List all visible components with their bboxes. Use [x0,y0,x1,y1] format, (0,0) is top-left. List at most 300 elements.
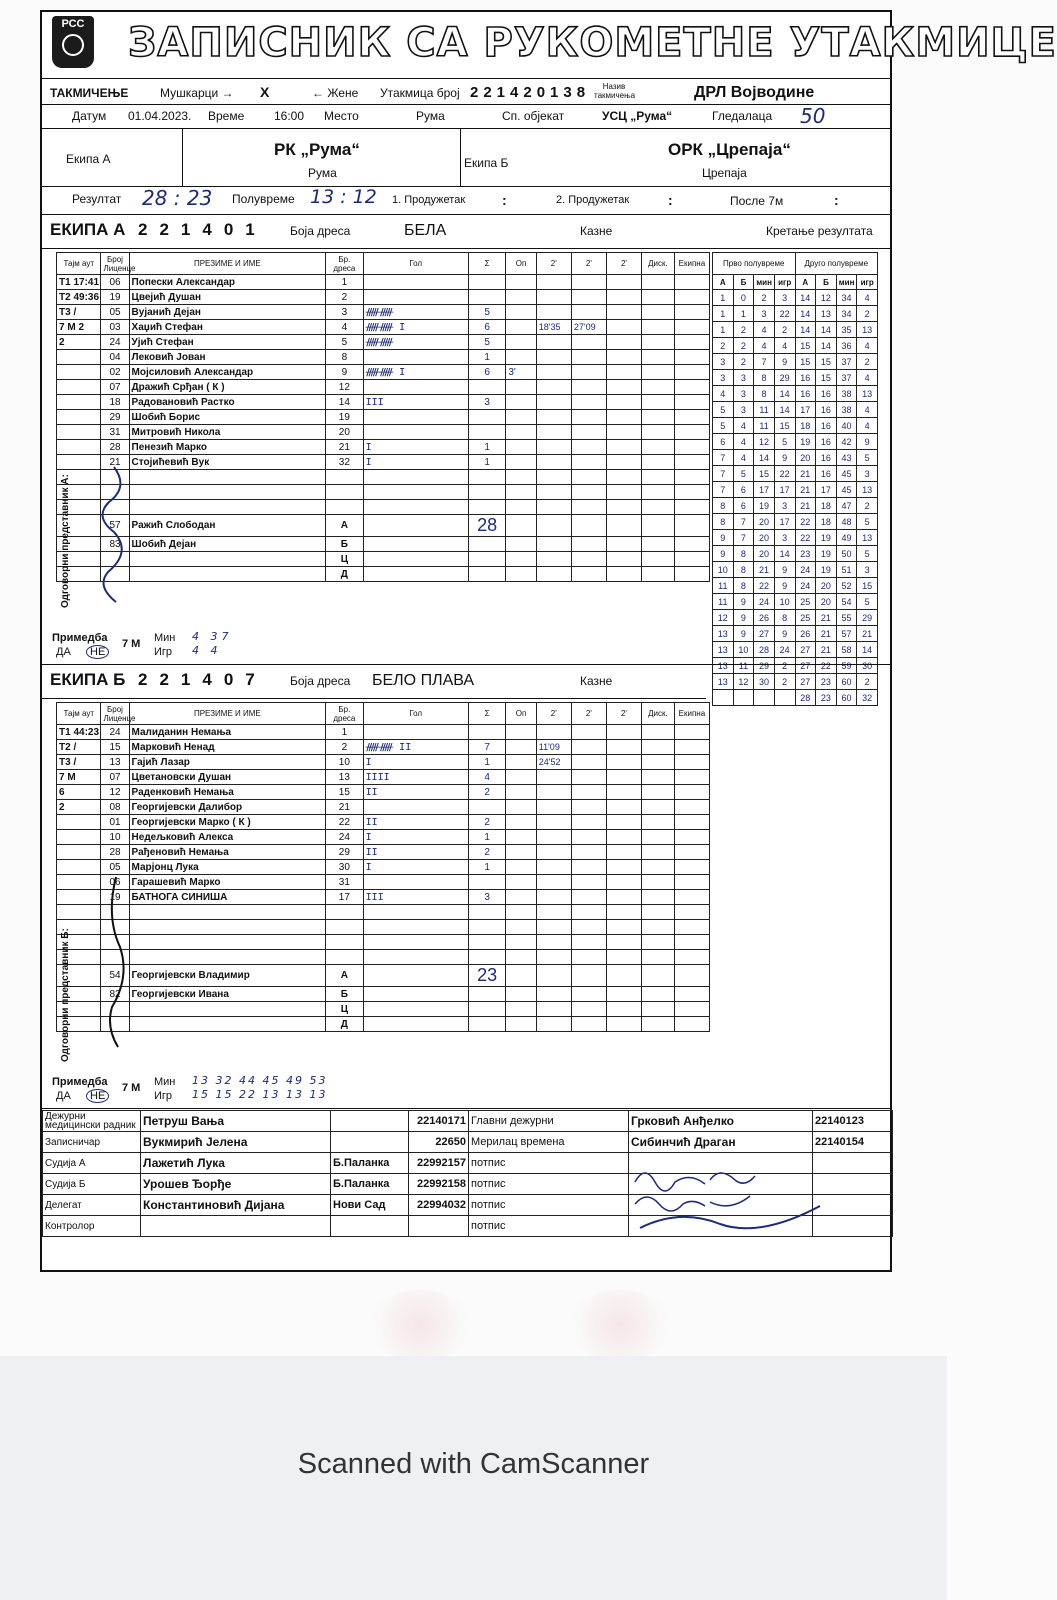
comp-name-label: Назив такмичења [594,82,636,100]
penalty-1 [536,950,571,965]
progress-cell: 50 [836,546,857,562]
penalty-1 [536,470,571,485]
staff-role-2: потпис [469,1195,629,1216]
progress-cell: 30 [754,674,775,690]
official-name [129,552,326,567]
disq-cell [642,380,675,395]
jersey-number: 17 [326,890,363,905]
match-no-label: Утакмица број [380,86,460,100]
goal-sum [468,275,505,290]
goal-sum [468,410,505,425]
penalty-3 [606,770,641,785]
goal-sum [468,800,505,815]
empty-cell [506,552,536,567]
empty-cell [571,987,606,1002]
progress-cell: 15 [816,370,837,386]
penalty-1 [536,305,571,320]
player-name: Рађеновић Немања [129,845,326,860]
penalty-3 [606,365,641,380]
penalty-2 [571,815,606,830]
progress-row [713,610,878,626]
official-row [57,1002,710,1017]
progress-cell: 38 [836,386,857,402]
col-sum: Σ [468,703,505,725]
penalty-1 [536,875,571,890]
disq-cell [642,500,675,515]
progress-cell: 59 [836,658,857,674]
jersey-number: 4 [326,320,363,335]
empty-cell [506,987,536,1002]
goal-tally [363,920,468,935]
penalty-3 [606,920,641,935]
timeout-cell: 2 [57,800,101,815]
official-row [57,515,710,537]
staff-license-2: 22140154 [813,1132,893,1153]
penalty-1 [536,410,571,425]
staff-name [141,1216,331,1237]
goal-tally [363,410,468,425]
timeout-cell [57,410,101,425]
penalty-3 [606,335,641,350]
progress-cell: 25 [795,594,816,610]
progress-cell: 15 [754,466,775,482]
timeout-cell: 2 [57,335,101,350]
license-cell: 28 [101,440,129,455]
warning-cell [506,440,536,455]
player-name [129,500,326,515]
penalty-3 [606,800,641,815]
penalty-3 [606,785,641,800]
signature-a [94,462,134,612]
progress-cell [774,690,795,706]
player-name: Попески Александар [129,275,326,290]
competition-name: ДРЛ Војводине [694,84,815,101]
progress-cell: 3 [857,562,878,578]
jersey-number: 2 [326,740,363,755]
staff-city [331,1132,409,1153]
penalty-3 [606,755,641,770]
staff-role: Судија А [43,1153,141,1174]
table-row [57,275,710,290]
progress-col-label: мин [836,275,857,290]
progress-row [713,306,878,322]
scan-smudge [360,1290,480,1360]
progress-cell: 14 [774,402,795,418]
progress-cell: 16 [795,386,816,402]
disq-cell [642,785,675,800]
license-cell: 12 [101,785,129,800]
player-name: Недељковић Алекса [129,830,326,845]
progress-cell: 13 [857,530,878,546]
table-row [57,725,710,740]
empty-cell [506,567,536,582]
penalty-3 [606,305,641,320]
team-pen-cell [674,740,709,755]
team-pen-cell [674,950,709,965]
place-label: Место [324,109,359,123]
penalty-3 [606,950,641,965]
divider [42,214,890,215]
staff-name: Константиновић Дијана [141,1195,331,1216]
progress-cell: 27 [754,626,775,642]
progress-cell: 10 [774,594,795,610]
goal-sum: 5 [468,305,505,320]
progress-cell: 3 [713,354,734,370]
goal-sum: 2 [468,785,505,800]
staff-name: Лажетић Лука [141,1153,331,1174]
warning-cell [506,860,536,875]
divider [182,128,183,186]
empty-cell [642,987,675,1002]
empty-cell [642,1002,675,1017]
penalty-2 [571,770,606,785]
goal-tally: I [363,860,468,875]
progress-cell: 21 [816,642,837,658]
empty-cell [571,567,606,582]
team-a-city: Рума [308,166,337,180]
progress-cell: 14 [754,450,775,466]
license-cell: 28 [101,845,129,860]
team-pen-cell [674,365,709,380]
penalty-1 [536,335,571,350]
staff-role: Записничар [43,1132,141,1153]
license-cell: 07 [101,770,129,785]
penalty-1 [536,830,571,845]
team-pen-cell [674,890,709,905]
official-letter: Б [326,987,363,1002]
progress-cell: 35 [836,322,857,338]
jersey-number: 24 [326,830,363,845]
official-row [57,987,710,1002]
license-cell: 10 [101,830,129,845]
progress-cell: 38 [836,402,857,418]
progress-cell: 2 [857,306,878,322]
table-row [57,425,710,440]
progress-cell: 10 [713,562,734,578]
player-name [129,905,326,920]
team-total [468,567,505,582]
result-value: 28 : 23 [142,186,213,210]
goal-sum: 1 [468,455,505,470]
table-row [57,935,710,950]
jersey-number: 10 [326,755,363,770]
goal-sum: 2 [468,815,505,830]
progress-cell: 29 [754,658,775,674]
ball-icon [62,34,84,56]
disq-cell [642,770,675,785]
official-name [129,1002,326,1017]
player-name: Мојсиловић Александар [129,365,326,380]
team-pen-cell [674,920,709,935]
progress-cell: 2 [857,674,878,690]
progress-cell: 27 [795,674,816,690]
jersey-label-a: Боја дреса [290,224,351,238]
progress-row [713,354,878,370]
jersey-number: 30 [326,860,363,875]
penalty-1 [536,290,571,305]
staff-role-2: Мерилац времена [469,1132,629,1153]
team-pen-cell [674,335,709,350]
progress-row [713,674,878,690]
progress-label: Кретање резултата [766,224,873,238]
progress-cell: 9 [857,434,878,450]
progress-cell: 1 [733,306,754,322]
progress-cell: 23 [816,690,837,706]
progress-cell: 5 [774,434,795,450]
official-letter: Б [326,537,363,552]
staff-city: Нови Сад [331,1195,409,1216]
penalty-1 [536,275,571,290]
col-disqualification: Диск. [642,703,675,725]
progress-cell: 5 [713,418,734,434]
player-name: Марјонц Лука [129,860,326,875]
penalty-3 [606,395,641,410]
team-pen-cell [674,875,709,890]
empty-cell [674,1017,709,1032]
col-warning: Оп [506,253,536,275]
progress-cell: 16 [795,370,816,386]
goal-sum: 2 [468,845,505,860]
progress-row [713,514,878,530]
penalty-2 [571,890,606,905]
license-cell: 08 [101,800,129,815]
empty-cell [571,552,606,567]
staff-role-2: Главни дежурни [469,1111,629,1132]
goal-tally [363,725,468,740]
progress-cell: 22 [795,514,816,530]
jersey-number: 32 [326,455,363,470]
empty-cell [536,567,571,582]
empty-cell [606,567,641,582]
timeout-cell: 7 M [57,770,101,785]
goal-tally: III [363,890,468,905]
penalty-3 [606,740,641,755]
penalty-2 [571,485,606,500]
warning-cell [506,425,536,440]
divider [460,128,461,186]
progress-cell: 28 [795,690,816,706]
progress-cell: 4 [713,386,734,402]
progress-cell: 15 [774,418,795,434]
penalty-3 [606,860,641,875]
progress-cell: 2 [774,674,795,690]
progress-cell: 8 [733,562,754,578]
place-value: Рума [416,109,445,123]
note-yes-a: ДА [56,646,71,658]
team-b-player-table [56,702,710,1032]
progress-cell: 19 [795,434,816,450]
empty-cell [506,515,536,537]
penalty-2 [571,425,606,440]
goal-sum: 3 [468,395,505,410]
progress-cell: 19 [816,562,837,578]
progress-cell: 19 [816,530,837,546]
player-name [129,950,326,965]
penalty-3 [606,455,641,470]
progress-cell: 11 [713,594,734,610]
penalty-1 [536,890,571,905]
penalty-1 [536,485,571,500]
progress-cell: 51 [836,562,857,578]
warning-cell [506,485,536,500]
jersey-number: 9 [326,365,363,380]
progress-cell: 21 [857,626,878,642]
progress-row [713,594,878,610]
disq-cell [642,290,675,305]
staff-license: 22650 [409,1132,469,1153]
scan-smudge [560,1290,680,1360]
official-letter: Д [326,567,363,582]
jersey-number: 14 [326,395,363,410]
progress-cell: 37 [836,354,857,370]
goal-tally [363,935,468,950]
col-jersey: Бр. дреса [326,703,363,725]
jersey-number: 15 [326,785,363,800]
penalty-2 [571,410,606,425]
team-a-section-label: ЕКИПА А [50,220,126,239]
disq-cell [642,740,675,755]
license-cell: 57 [101,515,129,537]
progress-cell: 42 [836,434,857,450]
progress-cell: 3 [774,498,795,514]
timeout-cell [57,815,101,830]
empty-cell [674,567,709,582]
progress-cell: 21 [816,610,837,626]
player-name: Гајић Лазар [129,755,326,770]
progress-cell: 20 [754,546,775,562]
progress-cell [754,690,775,706]
progress-cell: 4 [857,290,878,306]
progress-cell: 15 [795,354,816,370]
empty-cell [606,1002,641,1017]
empty-cell [642,537,675,552]
progress-cell: 9 [774,578,795,594]
staff-name: Вукмирић Јелена [141,1132,331,1153]
progress-cell [713,690,734,706]
goal-tally: ᚏᚏ [363,335,468,350]
penalty-3 [606,845,641,860]
date-value: 01.04.2023. [128,109,192,123]
men-mark: X [260,84,270,100]
disq-cell [642,485,675,500]
team-pen-cell [674,440,709,455]
team-pen-cell [674,830,709,845]
team-pen-cell [674,755,709,770]
team-total: 28 [468,515,505,537]
referee-signatures [630,1162,830,1242]
col-name: ПРЕЗИМЕ И ИМЕ [129,703,326,725]
progress-cell: 13 [713,642,734,658]
progress-cell: 52 [836,578,857,594]
team-pen-cell [674,455,709,470]
progress-cell: 3 [733,402,754,418]
progress-cell: 13 [713,658,734,674]
progress-cell: 3 [754,306,775,322]
staff-name-2: Сибинчић Драган [629,1132,813,1153]
penalty-1 [536,815,571,830]
warning-cell: 3' [506,365,536,380]
progress-cell: 19 [754,498,775,514]
divider [42,104,890,105]
table-row [57,770,710,785]
progress-cell: 15 [795,338,816,354]
progress-cell: 16 [816,386,837,402]
disq-cell [642,320,675,335]
table-row [57,485,710,500]
penalty-1 [536,425,571,440]
progress-cell: 20 [754,530,775,546]
penalty-3 [606,830,641,845]
timeout-cell [57,380,101,395]
progress-cell: 9 [774,354,795,370]
jersey-number: 22 [326,815,363,830]
progress-cell: 8 [754,386,775,402]
penalty-3 [606,485,641,500]
progress-cell: 1 [713,306,734,322]
warning-cell [506,395,536,410]
license-cell: 29 [101,410,129,425]
empty-cell [506,537,536,552]
timeout-cell [57,350,101,365]
jersey-number: 3 [326,305,363,320]
player-name: Дражић Срђан ( К ) [129,380,326,395]
jersey-number [326,935,363,950]
warning-cell [506,275,536,290]
progress-cell: 15 [816,354,837,370]
penalty-1 [536,800,571,815]
progress-cell: 8 [713,514,734,530]
progress-cell: 0 [733,290,754,306]
license-cell: 01 [101,815,129,830]
min-values-b: 13 32 44 45 49 53 [192,1074,328,1087]
progress-col-label: мин [754,275,775,290]
player-name: Пенезић Марко [129,440,326,455]
table-row [57,890,710,905]
divider [42,698,706,699]
progress-cell: 54 [836,594,857,610]
progress-cell: 9 [774,450,795,466]
progress-cell: 17 [754,482,775,498]
note-label-a: Примедба [52,632,108,644]
team-pen-cell [674,380,709,395]
igr-label-b: Игр [154,1090,173,1102]
timeout-cell: T2 49:36 [57,290,101,305]
progress-row [713,402,878,418]
official-row [57,567,710,582]
progress-cell: 1 [713,290,734,306]
officials-label-a: Одговорни представник А: [60,474,71,608]
progress-cell: 9 [733,626,754,642]
progress-cell: 5 [733,466,754,482]
timeout-cell [57,440,101,455]
staff-name-2: Грковић Анђелко [629,1111,813,1132]
progress-cell: 29 [857,610,878,626]
penalty-2 [571,905,606,920]
penalty-2 [571,875,606,890]
jersey-number: 20 [326,425,363,440]
disq-cell [642,440,675,455]
progress-cell: 40 [836,418,857,434]
progress-row [713,642,878,658]
min-label-a: Мин [154,632,176,644]
ot2-value: : [668,192,673,208]
disq-cell [642,875,675,890]
penalty-2 [571,455,606,470]
disq-cell [642,905,675,920]
disq-cell [642,920,675,935]
progress-cell: 19 [816,546,837,562]
team-pen-cell [674,800,709,815]
